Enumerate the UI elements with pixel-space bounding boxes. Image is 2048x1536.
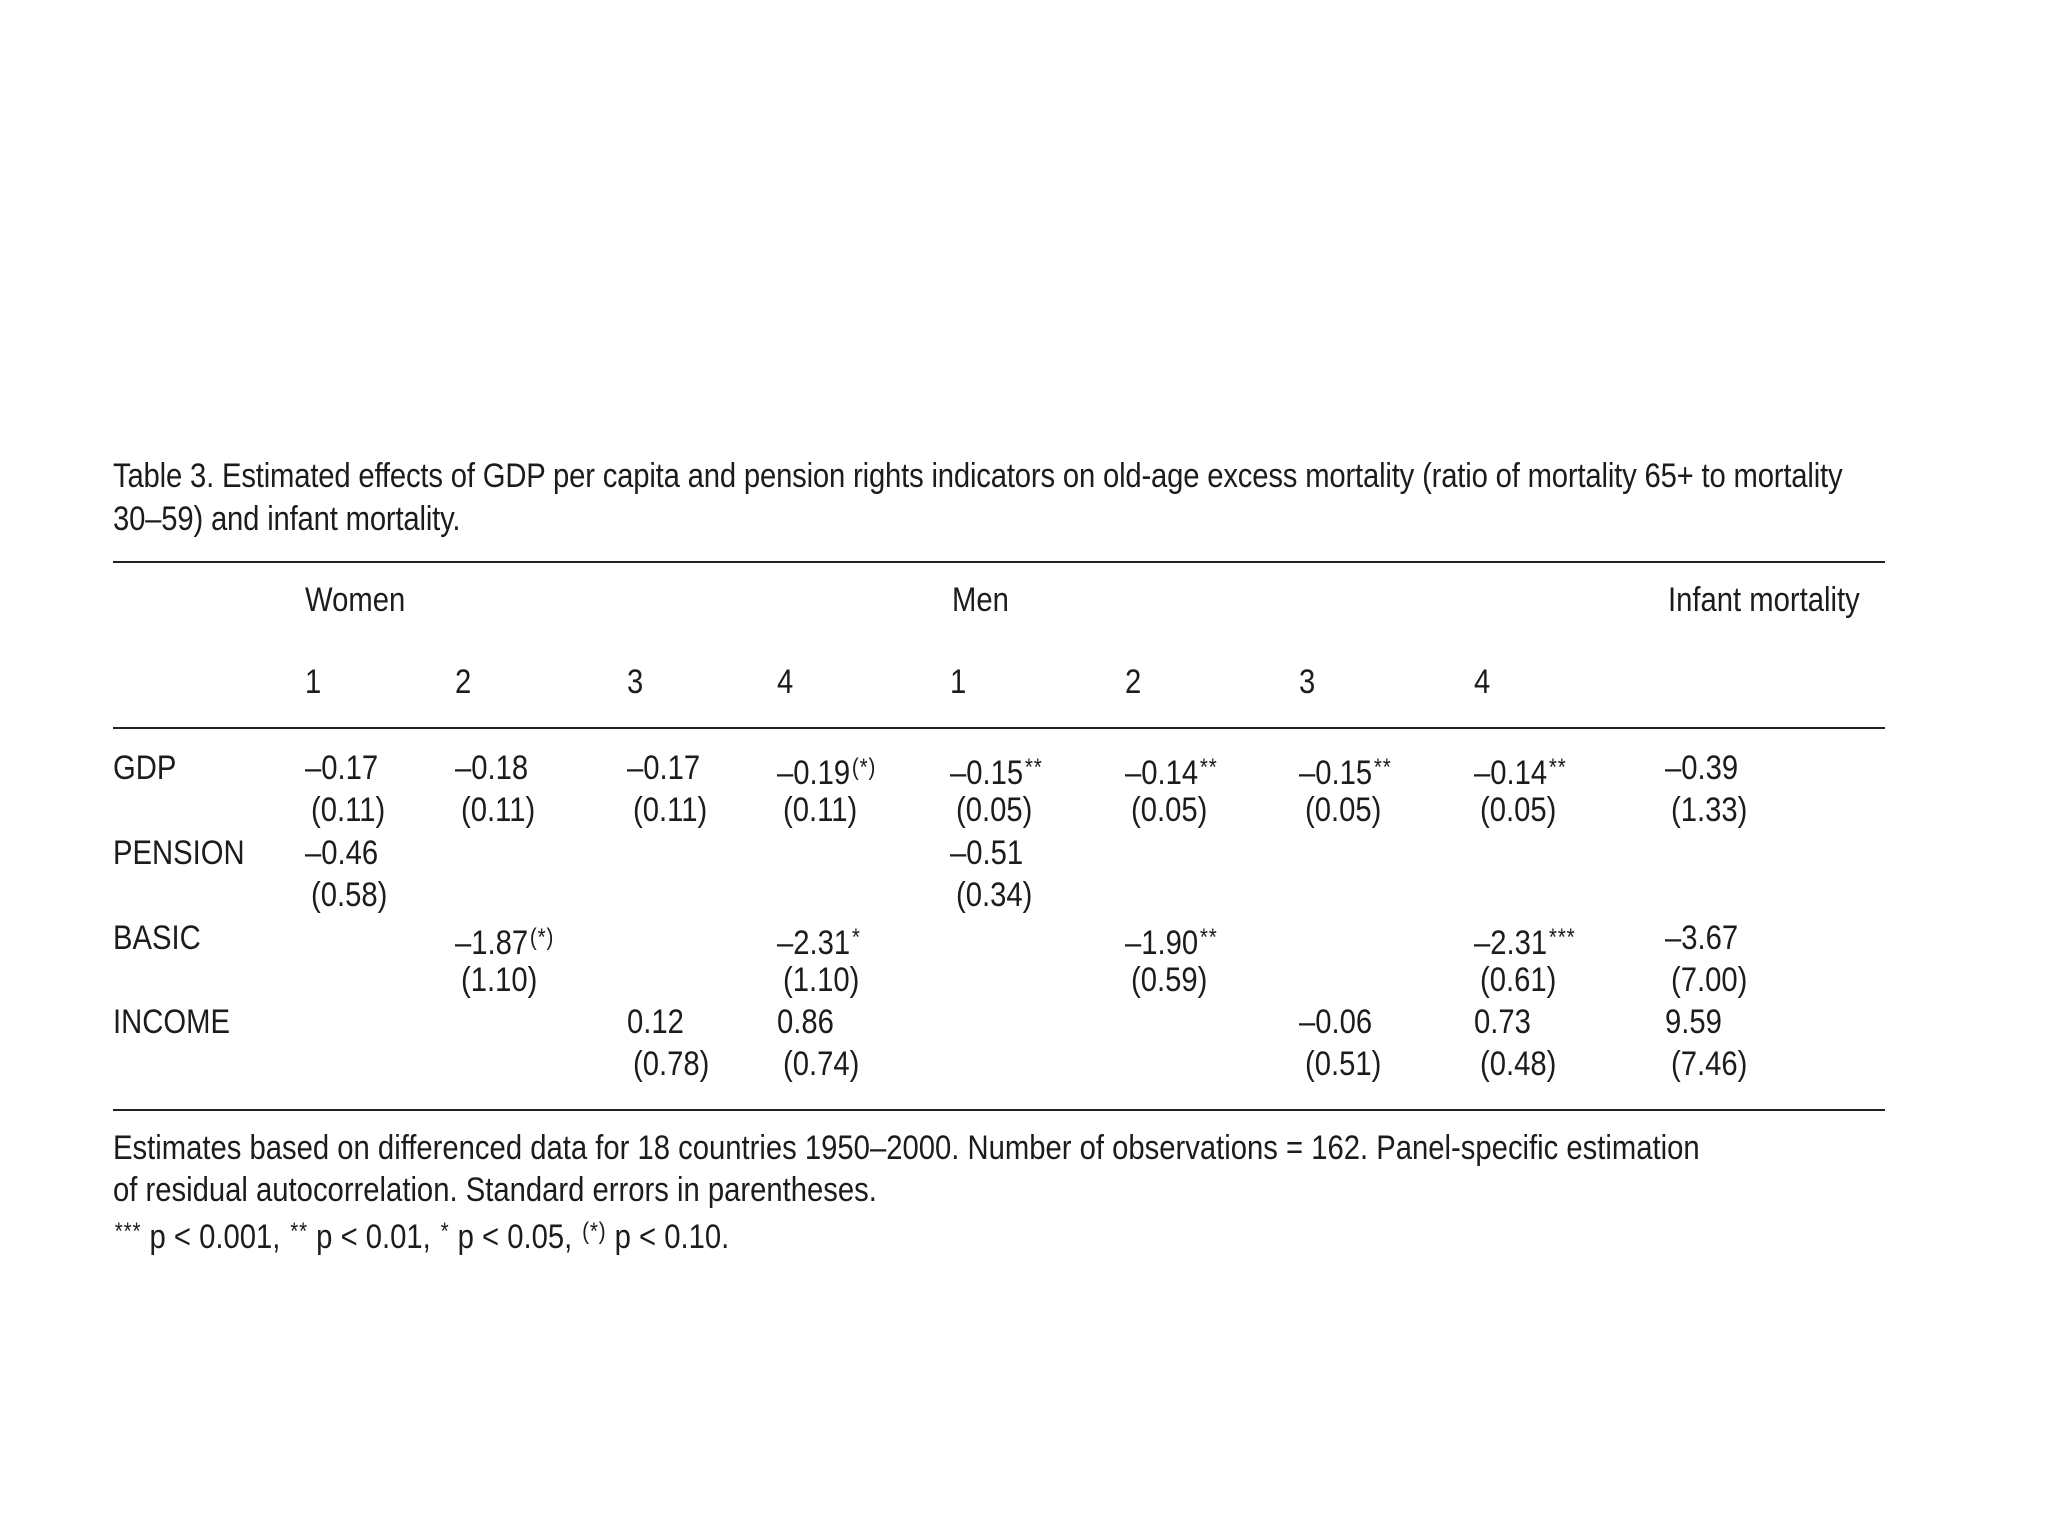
estimate-gdp-col7 — [1299, 747, 1392, 794]
estimate-basic-col2 — [455, 917, 554, 964]
estimate-basic-col4 — [777, 917, 861, 964]
model-number-men-3: 3 — [1299, 663, 1316, 701]
estimate-pension-col1 — [305, 832, 378, 874]
top-rule — [113, 561, 1885, 563]
significance-mark: *** — [1548, 924, 1576, 951]
estimate-value: –0.19 — [777, 754, 851, 792]
estimate-income-col4 — [777, 1001, 834, 1043]
significance-mark: ** — [1024, 754, 1043, 781]
header-rule — [113, 727, 1885, 729]
legend-mark-2: ** — [290, 1218, 309, 1245]
model-number-men-1: 1 — [950, 663, 967, 701]
std-error-pension-col5: (0.34) — [956, 876, 1033, 914]
legend-mark-3: * — [440, 1218, 450, 1245]
std-error-pension-col1: (0.58) — [311, 876, 388, 914]
model-number-women-4: 4 — [777, 663, 794, 701]
std-error-gdp-col8: (0.05) — [1480, 791, 1557, 829]
estimate-value: –0.17 — [305, 749, 379, 787]
legend-text-2: p < 0.01, — [308, 1218, 439, 1256]
legend-text-4: p < 0.10. — [606, 1218, 730, 1256]
estimate-value: –0.39 — [1665, 749, 1739, 787]
std-error-basic-col9: (7.00) — [1671, 961, 1748, 999]
estimate-gdp-col4 — [777, 747, 876, 794]
estimate-value: –3.67 — [1665, 919, 1739, 957]
std-error-income-col4: (0.74) — [783, 1045, 860, 1083]
estimate-value: –0.46 — [305, 834, 379, 872]
estimate-gdp-col3 — [627, 747, 700, 789]
model-number-women-1: 1 — [305, 663, 322, 701]
std-error-gdp-col9: (1.33) — [1671, 791, 1748, 829]
row-label-pension: PENSION — [113, 834, 245, 872]
estimate-gdp-col5 — [950, 747, 1043, 794]
estimate-value: –0.14 — [1125, 754, 1199, 792]
significance-mark: * — [851, 924, 861, 951]
group-header-men: Men — [952, 581, 1009, 619]
std-error-basic-col6: (0.59) — [1131, 961, 1208, 999]
estimate-value: –0.15 — [950, 754, 1024, 792]
significance-mark: ** — [1548, 754, 1567, 781]
std-error-income-col9: (7.46) — [1671, 1045, 1748, 1083]
significance-mark: ** — [1199, 924, 1218, 951]
std-error-gdp-col2: (0.11) — [461, 791, 536, 829]
std-error-income-col3: (0.78) — [633, 1045, 710, 1083]
estimate-value: 9.59 — [1665, 1003, 1722, 1041]
estimate-income-col7 — [1299, 1001, 1372, 1043]
notes-line-2: of residual autocorrelation. Standard errors in parentheses. — [113, 1171, 877, 1209]
legend-text-1: p < 0.001, — [141, 1218, 289, 1256]
estimate-value: –0.17 — [627, 749, 701, 787]
significance-mark: (*) — [851, 754, 877, 781]
estimate-income-col3 — [627, 1001, 684, 1043]
std-error-basic-col8: (0.61) — [1480, 961, 1557, 999]
table-figure — [113, 455, 1885, 1256]
estimate-value: –2.31 — [777, 924, 851, 962]
std-error-gdp-col4: (0.11) — [783, 791, 858, 829]
row-label-gdp: GDP — [113, 749, 177, 787]
group-header-women: Women — [305, 581, 406, 619]
estimate-value: –0.15 — [1299, 754, 1373, 792]
group-header-infant-mortality: Infant mortality — [1668, 581, 1860, 619]
std-error-gdp-col5: (0.05) — [956, 791, 1033, 829]
std-error-gdp-col7: (0.05) — [1305, 791, 1382, 829]
model-number-men-4: 4 — [1474, 663, 1491, 701]
estimate-value: –2.31 — [1474, 924, 1548, 962]
std-error-income-col7: (0.51) — [1305, 1045, 1382, 1083]
std-error-gdp-col3: (0.11) — [633, 791, 708, 829]
estimate-value: 0.12 — [627, 1003, 684, 1041]
estimate-value: 0.86 — [777, 1003, 834, 1041]
model-number-men-2: 2 — [1125, 663, 1142, 701]
estimate-pension-col5 — [950, 832, 1023, 874]
model-number-women-3: 3 — [627, 663, 644, 701]
std-error-gdp-col1: (0.11) — [311, 791, 386, 829]
estimate-value: –0.51 — [950, 834, 1024, 872]
estimate-basic-col6 — [1125, 917, 1218, 964]
std-error-income-col8: (0.48) — [1480, 1045, 1557, 1083]
estimate-basic-col8 — [1474, 917, 1576, 964]
significance-mark: (*) — [529, 924, 555, 951]
significance-legend — [113, 1211, 1885, 1258]
estimate-value: –0.14 — [1474, 754, 1548, 792]
notes-line-1: Estimates based on differenced data for 18 countries 1950–2000. Number of observations = 162. Panel-specific estimation — [113, 1129, 1700, 1167]
estimate-gdp-col6 — [1125, 747, 1218, 794]
significance-mark: ** — [1199, 754, 1218, 781]
bottom-rule — [113, 1109, 1885, 1111]
legend-text-3: p < 0.05, — [449, 1218, 581, 1256]
std-error-basic-col2: (1.10) — [461, 961, 538, 999]
significance-mark: ** — [1373, 754, 1392, 781]
estimate-value: –0.18 — [455, 749, 529, 787]
model-number-women-2: 2 — [455, 663, 472, 701]
estimate-basic-col9 — [1665, 917, 1738, 959]
row-label-basic: BASIC — [113, 919, 201, 957]
legend-mark-1: *** — [114, 1218, 142, 1245]
estimate-income-col9 — [1665, 1001, 1722, 1043]
std-error-gdp-col6: (0.05) — [1131, 791, 1208, 829]
estimate-gdp-col8 — [1474, 747, 1567, 794]
estimate-gdp-col2 — [455, 747, 528, 789]
row-label-income: INCOME — [113, 1003, 230, 1041]
table-caption: Table 3. Estimated effects of GDP per capita and pension rights indicators on old-age excess mortality (ratio of mortality 65+ to mortality 30–59) and infant mortality. — [113, 457, 1843, 538]
estimate-gdp-col9 — [1665, 747, 1738, 789]
table-notes — [113, 1127, 1885, 1258]
estimate-value: –1.87 — [455, 924, 529, 962]
estimate-value: –1.90 — [1125, 924, 1199, 962]
std-error-basic-col4: (1.10) — [783, 961, 860, 999]
estimate-gdp-col1 — [305, 747, 378, 789]
legend-mark-4: (*) — [582, 1218, 607, 1245]
estimate-value: 0.73 — [1474, 1003, 1531, 1041]
estimate-income-col8 — [1474, 1001, 1531, 1043]
estimate-value: –0.06 — [1299, 1003, 1373, 1041]
